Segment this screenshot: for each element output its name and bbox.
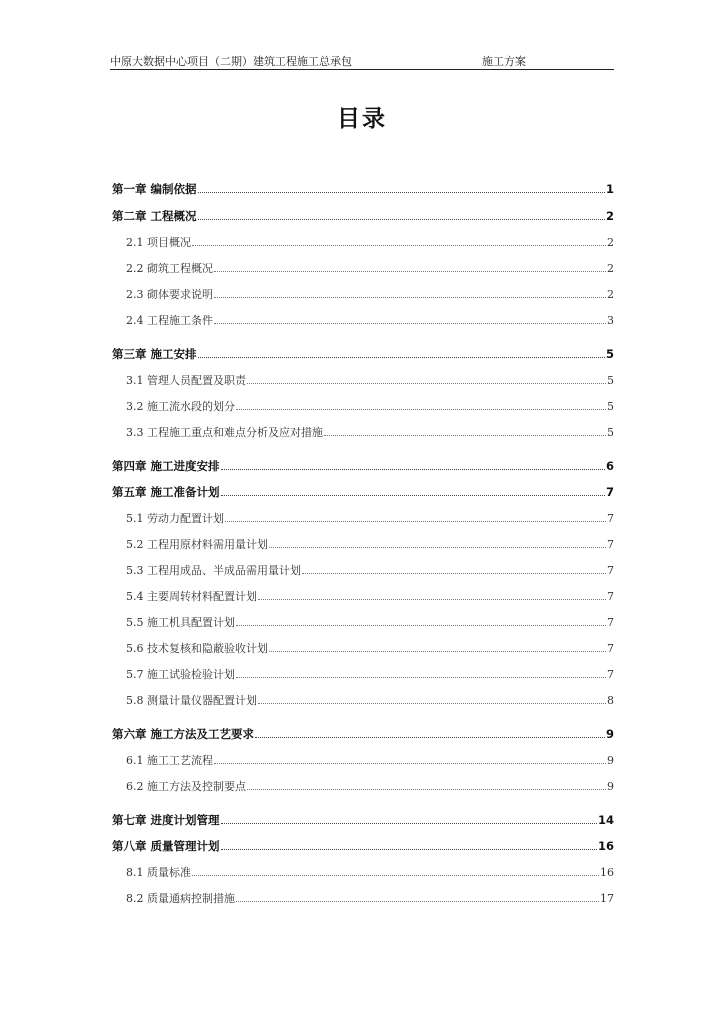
toc-entry-label: 5.2 工程用原材料需用量计划 — [126, 538, 268, 551]
toc-section-entry[interactable] — [126, 862, 614, 880]
toc-entry-label: 第八章 质量管理计划 — [112, 839, 220, 853]
toc-chapter-entry[interactable] — [112, 482, 614, 500]
toc-section-entry[interactable] — [126, 586, 614, 604]
toc-dot-leader — [225, 508, 606, 522]
toc-entry-label: 第三章 施工安排 — [112, 347, 197, 361]
toc-dot-leader — [221, 810, 597, 824]
toc-section-entry[interactable] — [126, 534, 614, 552]
toc-dot-leader — [198, 344, 605, 358]
toc-dot-leader — [214, 258, 606, 272]
toc-dot-leader — [236, 888, 599, 902]
toc-dot-leader — [214, 750, 606, 764]
toc-entry-label: 第二章 工程概况 — [112, 209, 197, 223]
toc-chapter-entry[interactable] — [112, 206, 614, 224]
toc-entry-page-number: 5 — [607, 400, 614, 413]
toc-entry-label: 2.3 砌体要求说明 — [126, 288, 213, 301]
toc-section-entry[interactable] — [126, 776, 614, 794]
page-title: 目录 — [337, 106, 387, 132]
toc-entry-label: 6.2 施工方法及控制要点 — [126, 780, 246, 793]
toc-entry-page-number: 14 — [597, 813, 614, 827]
toc-dot-leader — [236, 612, 606, 626]
toc-entry-page-number: 17 — [600, 892, 614, 905]
toc-entry-label: 5.4 主要周转材料配置计划 — [126, 590, 257, 603]
toc-entry-label: 5.7 施工试验检验计划 — [126, 668, 235, 681]
toc-chapter-entry[interactable] — [112, 724, 614, 742]
toc-entry-label: 3.3 工程施工重点和难点分析及应对措施 — [126, 426, 323, 439]
toc-dot-leader — [258, 586, 606, 600]
toc-entry-page-number: 3 — [607, 314, 614, 327]
toc-section-entry[interactable] — [126, 284, 614, 302]
toc-chapter-entry[interactable] — [112, 836, 614, 854]
toc-dot-leader — [221, 482, 605, 496]
toc-entry-label: 第四章 施工进度安排 — [112, 459, 220, 473]
toc-entry-page-number: 7 — [605, 485, 614, 499]
toc-entry-page-number: 16 — [597, 839, 614, 853]
toc-section-entry[interactable] — [126, 422, 614, 440]
toc-section-entry[interactable] — [126, 690, 614, 708]
toc-dot-leader — [192, 232, 606, 246]
toc-entry-label: 第六章 施工方法及工艺要求 — [112, 727, 255, 741]
toc-dot-leader — [236, 396, 606, 410]
toc-chapter-entry[interactable] — [112, 810, 614, 828]
toc-dot-leader — [324, 422, 606, 436]
toc-section-entry[interactable] — [126, 560, 614, 578]
toc-entry-page-number: 9 — [607, 780, 614, 793]
toc-chapter-entry[interactable] — [112, 344, 614, 362]
toc-section-entry[interactable] — [126, 396, 614, 414]
toc-dot-leader — [255, 724, 605, 738]
toc-section-entry[interactable] — [126, 370, 614, 388]
toc-entry-page-number: 7 — [607, 642, 614, 655]
toc-section-entry[interactable] — [126, 664, 614, 682]
toc-dot-leader — [198, 179, 605, 193]
toc-entry-label: 2.1 项目概况 — [126, 236, 191, 249]
toc-dot-leader — [269, 534, 606, 548]
toc-section-entry[interactable] — [126, 638, 614, 656]
toc-entry-page-number: 9 — [605, 727, 614, 741]
toc-dot-leader — [192, 862, 599, 876]
toc-entry-page-number: 5 — [605, 347, 614, 361]
toc-entry-page-number: 7 — [607, 512, 614, 525]
toc-dot-leader — [247, 370, 606, 384]
toc-entry-page-number: 7 — [607, 564, 614, 577]
toc-section-entry[interactable] — [126, 258, 614, 276]
toc-dot-leader — [247, 776, 606, 790]
toc-entry-page-number: 1 — [605, 182, 614, 196]
toc-entry-page-number: 6 — [605, 459, 614, 473]
toc-dot-leader — [269, 638, 606, 652]
toc-entry-page-number: 2 — [607, 236, 614, 249]
toc-section-entry[interactable] — [126, 612, 614, 630]
toc-entry-page-number: 5 — [607, 426, 614, 439]
toc-section-entry[interactable] — [126, 508, 614, 526]
toc-entry-label: 第七章 进度计划管理 — [112, 813, 220, 827]
toc-section-entry[interactable] — [126, 750, 614, 768]
toc-dot-leader — [258, 690, 606, 704]
toc-dot-leader — [214, 310, 606, 324]
toc-dot-leader — [221, 456, 605, 470]
toc-entry-page-number: 2 — [605, 209, 614, 223]
toc-entry-label: 2.2 砌筑工程概况 — [126, 262, 213, 275]
toc-entry-page-number: 7 — [607, 668, 614, 681]
header-doc-type: 施工方案 — [482, 55, 526, 68]
toc-entry-page-number: 7 — [607, 590, 614, 603]
toc-entry-label: 5.3 工程用成品、半成品需用量计划 — [126, 564, 301, 577]
toc-entry-label: 5.6 技术复核和隐蔽验收计划 — [126, 642, 268, 655]
toc-entry-label: 3.2 施工流水段的划分 — [126, 400, 235, 413]
toc-entry-label: 8.1 质量标准 — [126, 866, 191, 879]
toc-section-entry[interactable] — [126, 310, 614, 328]
toc-entry-page-number: 2 — [607, 288, 614, 301]
toc-entry-page-number: 8 — [607, 694, 614, 707]
toc-entry-label: 5.8 测量计量仪器配置计划 — [126, 694, 257, 707]
toc-entry-label: 6.1 施工工艺流程 — [126, 754, 213, 767]
toc-entry-label: 2.4 工程施工条件 — [126, 314, 213, 327]
toc-section-entry[interactable] — [126, 888, 614, 906]
toc-entry-page-number: 2 — [607, 262, 614, 275]
toc-entry-label: 5.5 施工机具配置计划 — [126, 616, 235, 629]
toc-entry-label: 3.1 管理人员配置及职责 — [126, 374, 246, 387]
toc-chapter-entry[interactable] — [112, 456, 614, 474]
toc-dot-leader — [214, 284, 606, 298]
toc-entry-page-number: 9 — [607, 754, 614, 767]
toc-dot-leader — [221, 836, 597, 850]
toc-entry-page-number: 7 — [607, 616, 614, 629]
toc-dot-leader — [198, 206, 605, 220]
toc-chapter-entry[interactable] — [112, 179, 614, 197]
toc-entry-label: 5.1 劳动力配置计划 — [126, 512, 224, 525]
header-project-name: 中原大数据中心项目（二期）建筑工程施工总承包 — [110, 55, 352, 68]
toc-entry-page-number: 7 — [607, 538, 614, 551]
toc-entry-label: 第一章 编制依据 — [112, 182, 197, 196]
toc-entry-page-number: 5 — [607, 374, 614, 387]
page-header — [110, 51, 614, 70]
toc-section-entry[interactable] — [126, 232, 614, 250]
toc-entry-label: 8.2 质量通病控制措施 — [126, 892, 235, 905]
toc-entry-label: 第五章 施工准备计划 — [112, 485, 220, 499]
toc-dot-leader — [302, 560, 606, 574]
toc-dot-leader — [236, 664, 606, 678]
toc-entry-page-number: 16 — [600, 866, 614, 879]
